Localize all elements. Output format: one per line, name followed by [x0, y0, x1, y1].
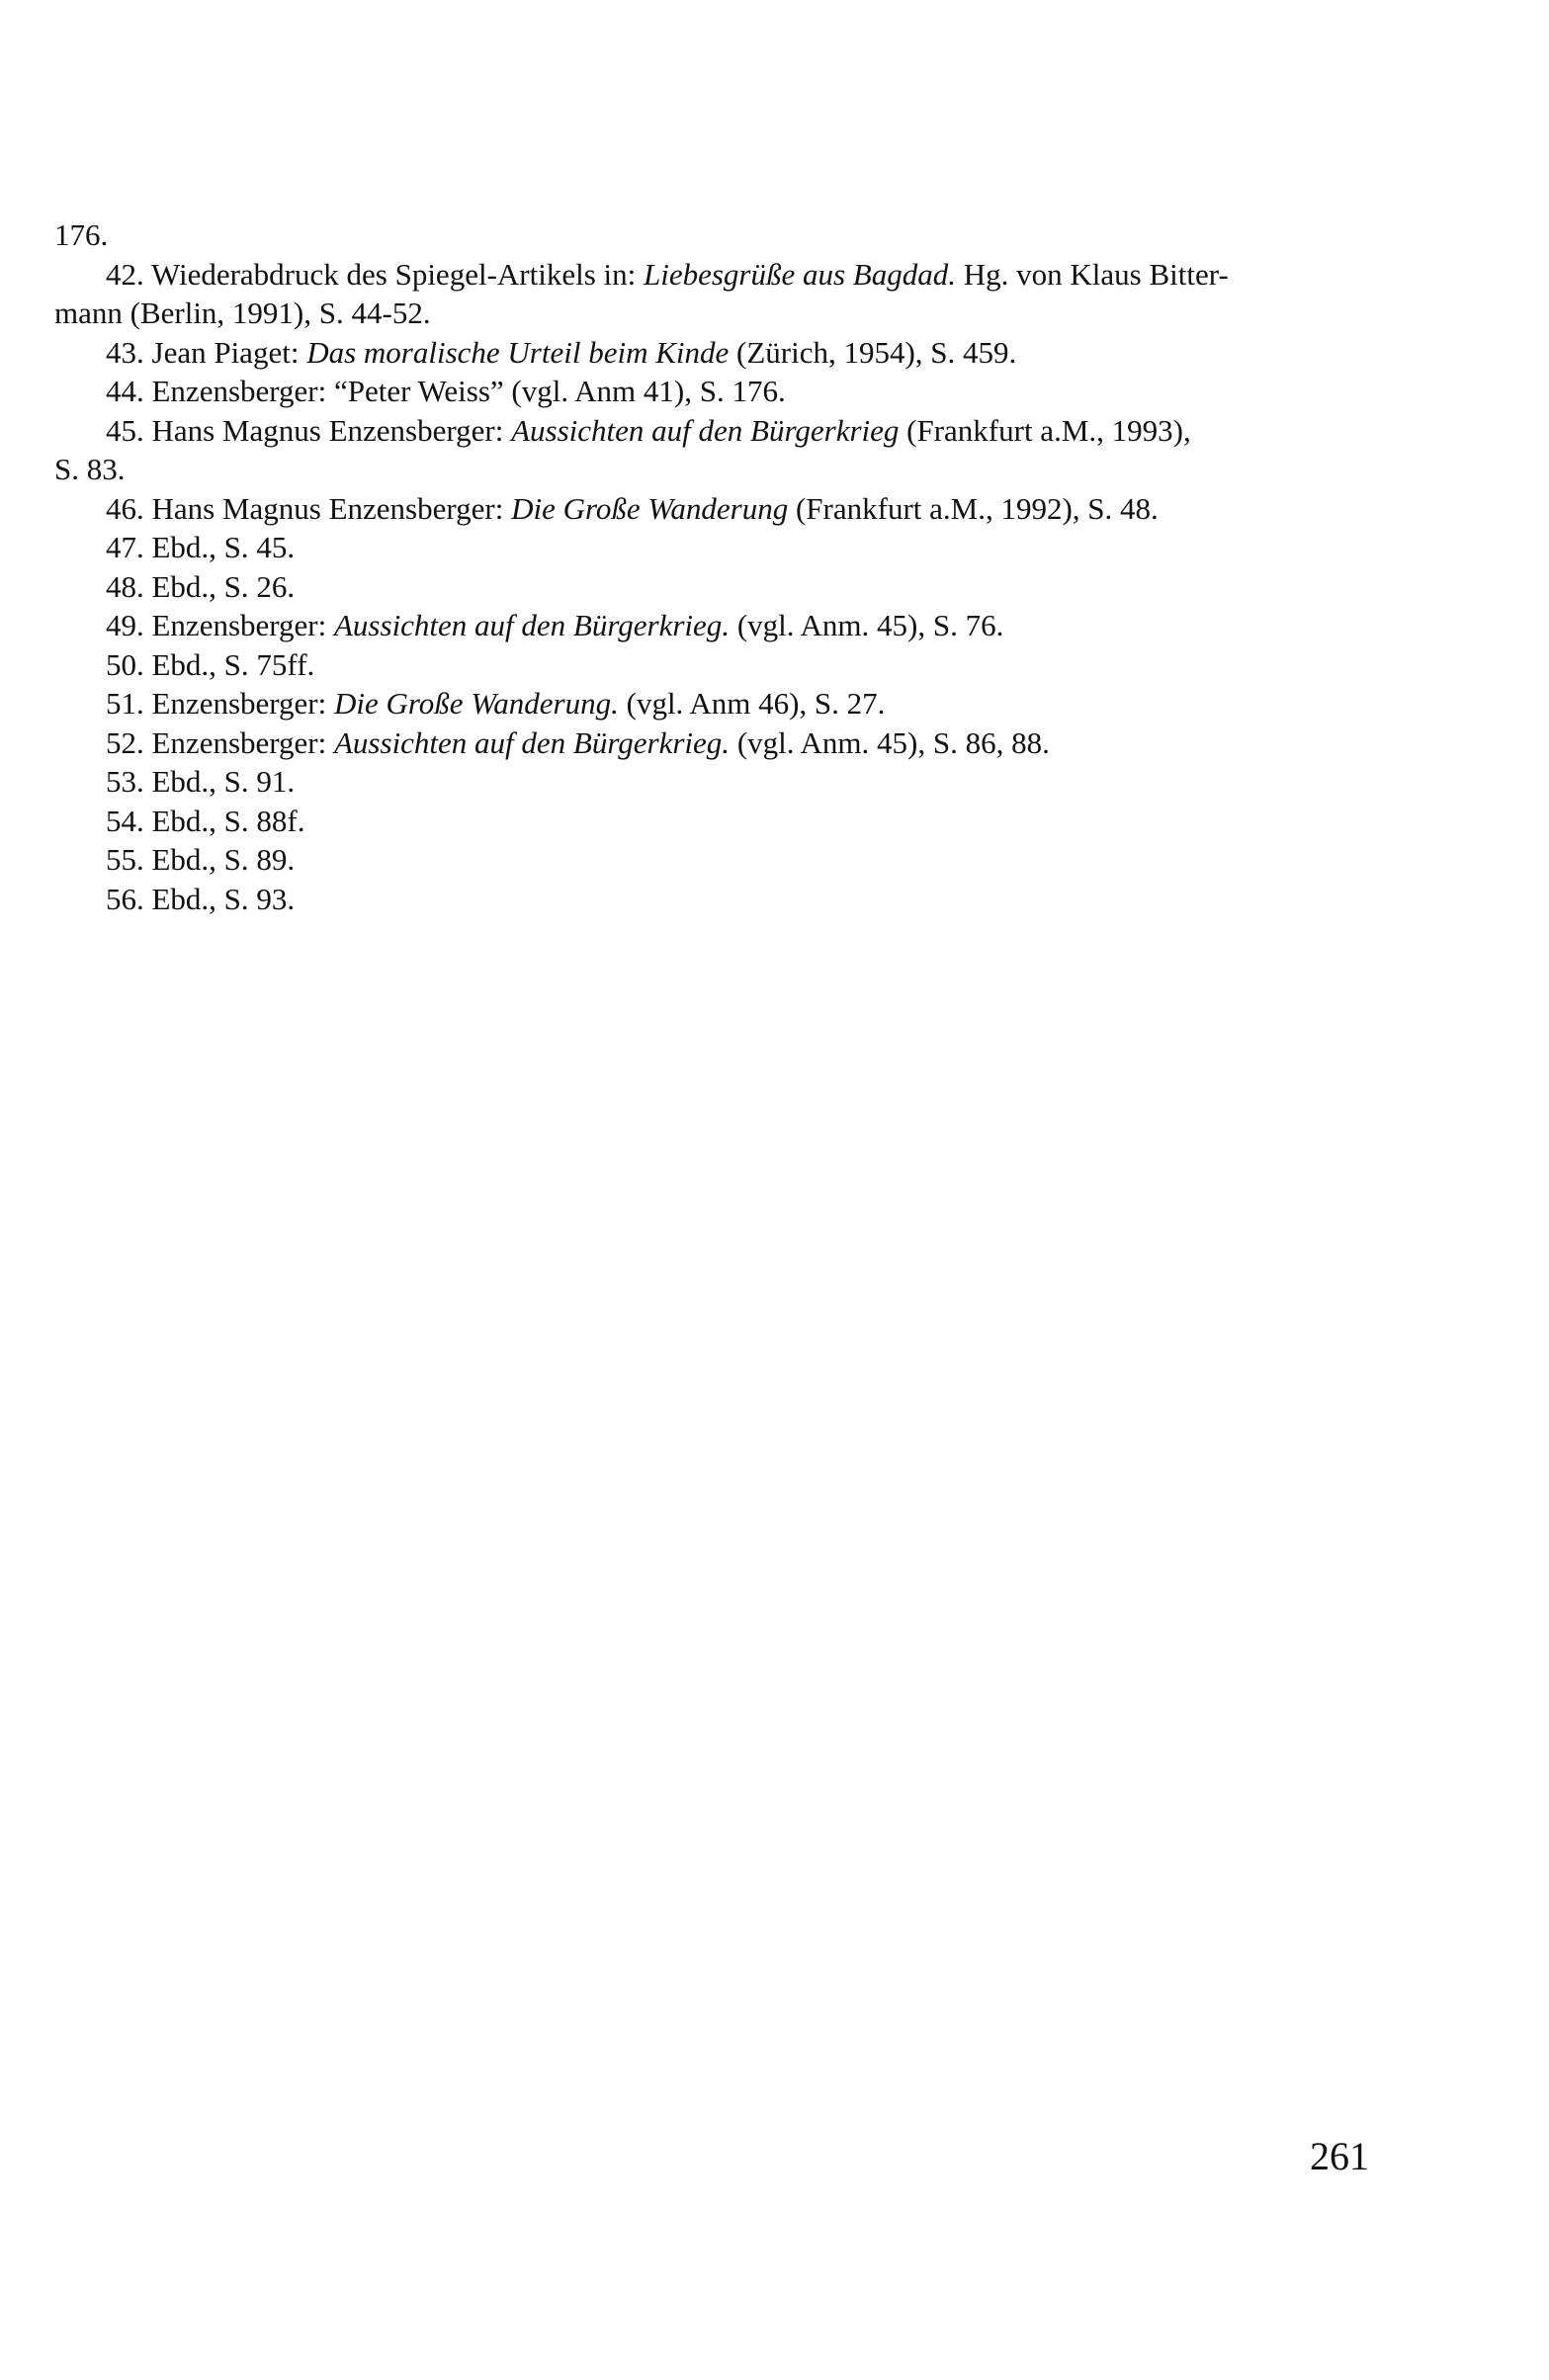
endnote-text: 55. Ebd., S. 89.: [106, 842, 296, 877]
endnote-text: mann (Berlin, 1991), S. 44-52.: [54, 296, 431, 330]
endnote-line: [54, 880, 1379, 919]
endnote-item: [54, 684, 1379, 723]
endnote-text: 43. Jean Piaget:: [106, 334, 307, 370]
work-title: Das moralische Urteil beim Kinde: [306, 334, 730, 370]
work-title: Aussichten auf den Bürgerkrieg.: [334, 724, 731, 760]
endnote-item: [54, 802, 1379, 841]
endnote-line: [54, 802, 1379, 841]
page-number: 261: [1310, 2134, 1369, 2178]
endnote-text: (vgl. Anm 46), S. 27.: [618, 686, 886, 721]
endnote-text: 45. Hans Magnus Enzensberger:: [106, 412, 512, 448]
endnote-line: [54, 567, 1379, 607]
endnote-item: [54, 723, 1379, 763]
endnote-continuation-line: [54, 450, 1379, 489]
endnote-item: [54, 645, 1379, 685]
endnote-line: [54, 489, 1379, 529]
endnote-item: [54, 762, 1379, 802]
endnote-line: [54, 528, 1379, 567]
endnote-text: 48. Ebd., S. 26.: [106, 568, 296, 604]
endnote-continuation-line: [54, 294, 1379, 333]
endnote-text: 51. Enzensberger:: [106, 686, 334, 721]
endnote-item: [54, 528, 1379, 567]
endnote-text: 47. Ebd., S. 45.: [106, 530, 296, 564]
endnote-line: [54, 840, 1379, 880]
endnote-item: [54, 411, 1379, 489]
endnotes-list: [54, 215, 1379, 918]
endnote-text: (vgl. Anm. 45), S. 86, 88.: [730, 724, 1050, 760]
endnote-text: Hg. von Klaus Bitter-: [956, 256, 1229, 292]
endnote-line: [54, 333, 1379, 373]
endnote-entries: [54, 255, 1379, 919]
endnote-text: 52. Enzensberger:: [106, 724, 334, 760]
endnote-item: [54, 840, 1379, 880]
endnote-item: [54, 606, 1379, 645]
endnote-text: 44. Enzensberger: “Peter Weiss” (vgl. Anm 41), S. 176.: [106, 374, 786, 408]
endnote-line: [54, 762, 1379, 802]
work-title: Die Große Wanderung: [511, 490, 789, 526]
endnote-item: [54, 567, 1379, 607]
endnote-text: S. 83.: [54, 452, 126, 486]
endnote-continuation: 176.: [54, 217, 109, 252]
endnote-text: 56. Ebd., S. 93.: [106, 881, 296, 916]
endnote-item: [54, 880, 1379, 919]
endnote-line: [54, 723, 1379, 763]
endnote-line: [54, 606, 1379, 645]
endnote-text: 46. Hans Magnus Enzensberger:: [106, 490, 512, 526]
endnote-text: 50. Ebd., S. 75ff.: [106, 646, 315, 682]
endnote-text: 54. Ebd., S. 88f.: [106, 803, 305, 838]
endnote-item: [54, 333, 1379, 373]
work-title: Liebesgrüße aus Bagdad.: [643, 256, 956, 292]
work-title: Aussichten auf den Bürgerkrieg.: [334, 608, 731, 642]
endnote-item: [54, 489, 1379, 529]
endnote-line: [54, 411, 1379, 451]
endnote-text: 49. Enzensberger:: [106, 608, 334, 642]
endnote-line: [54, 684, 1379, 723]
endnote-line: [54, 645, 1379, 685]
endnote-text: (Frankfurt a.M., 1993),: [899, 412, 1191, 448]
endnote-line: [54, 372, 1379, 411]
endnote-line: [54, 255, 1379, 295]
endnote-text: (Zürich, 1954), S. 459.: [729, 334, 1017, 370]
endnote-item: [54, 255, 1379, 333]
work-title: Die Große Wanderung.: [334, 686, 619, 721]
endnote-text: 42. Wiederabdruck des Spiegel-Artikels in:: [106, 256, 644, 292]
endnote-text: 53. Ebd., S. 91.: [106, 764, 296, 799]
endnote-item: [54, 372, 1379, 411]
endnote-text: (vgl. Anm. 45), S. 76.: [730, 608, 1004, 642]
endnote-text: (Frankfurt a.M., 1992), S. 48.: [788, 490, 1159, 526]
work-title: Aussichten auf den Bürgerkrieg: [511, 412, 900, 448]
